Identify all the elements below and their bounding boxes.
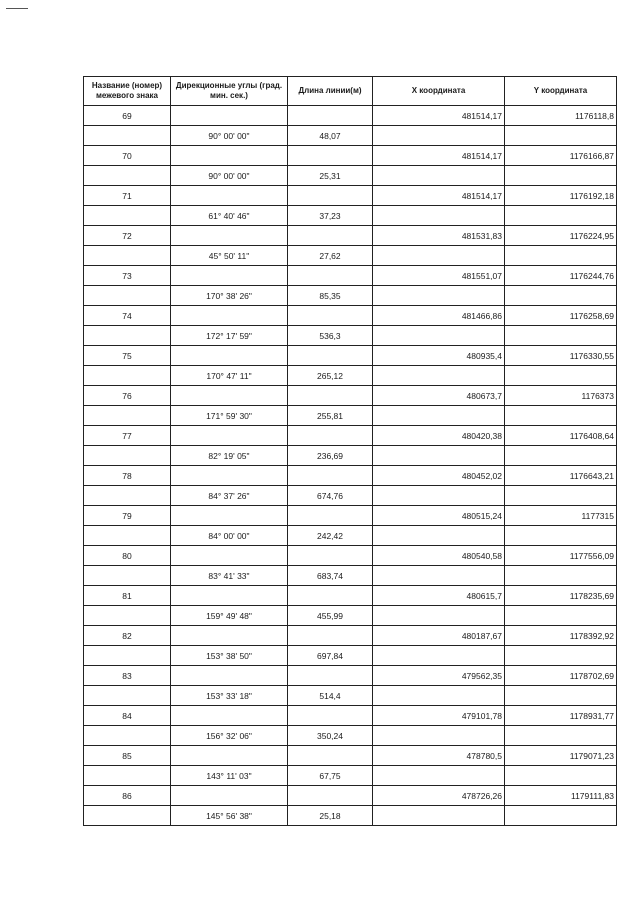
y-coordinate-cell: 1176192,18	[505, 186, 617, 206]
table-row	[84, 646, 617, 666]
marker-name-cell	[84, 406, 171, 426]
marker-name-cell	[84, 286, 171, 306]
direction-angle-cell	[171, 666, 288, 686]
y-coordinate-cell: 1178931,77	[505, 706, 617, 726]
line-length-cell	[288, 386, 373, 406]
direction-angle-cell: 83° 41' 33"	[171, 566, 288, 586]
x-coordinate-cell: 480935,4	[373, 346, 505, 366]
x-coordinate-cell	[373, 566, 505, 586]
direction-angle-cell: 170° 47' 11"	[171, 366, 288, 386]
marker-name-cell: 79	[84, 506, 171, 526]
y-coordinate-cell	[505, 646, 617, 666]
marker-name-cell	[84, 726, 171, 746]
table-row	[84, 546, 617, 566]
y-coordinate-cell	[505, 566, 617, 586]
marker-name-cell	[84, 126, 171, 146]
marker-name-cell: 75	[84, 346, 171, 366]
marker-name-cell	[84, 246, 171, 266]
x-coordinate-cell	[373, 406, 505, 426]
header-length: Длина линии(м)	[288, 77, 373, 106]
direction-angle-cell: 45° 50' 11"	[171, 246, 288, 266]
line-length-cell: 514,4	[288, 686, 373, 706]
marker-name-cell: 76	[84, 386, 171, 406]
y-coordinate-cell	[505, 526, 617, 546]
y-coordinate-cell	[505, 766, 617, 786]
marker-name-cell: 71	[84, 186, 171, 206]
line-length-cell	[288, 586, 373, 606]
x-coordinate-cell: 481466,86	[373, 306, 505, 326]
direction-angle-cell: 90° 00' 00"	[171, 166, 288, 186]
direction-angle-cell	[171, 186, 288, 206]
y-coordinate-cell: 1176244,76	[505, 266, 617, 286]
x-coordinate-cell: 478780,5	[373, 746, 505, 766]
marker-name-cell: 69	[84, 106, 171, 126]
marker-name-cell	[84, 686, 171, 706]
table-row	[84, 186, 617, 206]
table-row	[84, 526, 617, 546]
table-row	[84, 226, 617, 246]
marker-name-cell	[84, 326, 171, 346]
marker-name-cell: 74	[84, 306, 171, 326]
line-length-cell: 25,31	[288, 166, 373, 186]
direction-angle-cell: 156° 32' 06"	[171, 726, 288, 746]
table-row	[84, 706, 617, 726]
y-coordinate-cell: 1176408,64	[505, 426, 617, 446]
line-length-cell	[288, 186, 373, 206]
table-row	[84, 266, 617, 286]
y-coordinate-cell	[505, 806, 617, 826]
y-coordinate-cell	[505, 686, 617, 706]
direction-angle-cell	[171, 706, 288, 726]
line-length-cell: 536,3	[288, 326, 373, 346]
table-body	[84, 106, 617, 826]
line-length-cell	[288, 106, 373, 126]
y-coordinate-cell: 1176643,21	[505, 466, 617, 486]
direction-angle-cell: 84° 00' 00"	[171, 526, 288, 546]
direction-angle-cell	[171, 546, 288, 566]
line-length-cell	[288, 626, 373, 646]
marker-name-cell: 86	[84, 786, 171, 806]
x-coordinate-cell	[373, 686, 505, 706]
y-coordinate-cell	[505, 726, 617, 746]
x-coordinate-cell: 481514,17	[373, 186, 505, 206]
table-row	[84, 466, 617, 486]
direction-angle-cell: 159° 49' 48"	[171, 606, 288, 626]
y-coordinate-cell	[505, 206, 617, 226]
y-coordinate-cell: 1178235,69	[505, 586, 617, 606]
table-row	[84, 446, 617, 466]
y-coordinate-cell: 1179111,83	[505, 786, 617, 806]
line-length-cell: 37,23	[288, 206, 373, 226]
x-coordinate-cell	[373, 206, 505, 226]
table-row	[84, 566, 617, 586]
marker-name-cell: 72	[84, 226, 171, 246]
direction-angle-cell	[171, 586, 288, 606]
y-coordinate-cell	[505, 326, 617, 346]
line-length-cell	[288, 146, 373, 166]
table-row	[84, 486, 617, 506]
header-x: X координата	[373, 77, 505, 106]
marker-name-cell	[84, 646, 171, 666]
line-length-cell: 683,74	[288, 566, 373, 586]
x-coordinate-cell: 479562,35	[373, 666, 505, 686]
marker-name-cell	[84, 526, 171, 546]
x-coordinate-cell: 480187,67	[373, 626, 505, 646]
marker-name-cell	[84, 606, 171, 626]
x-coordinate-cell	[373, 486, 505, 506]
table-row	[84, 586, 617, 606]
y-coordinate-cell: 1176166,87	[505, 146, 617, 166]
line-length-cell: 455,99	[288, 606, 373, 626]
line-length-cell	[288, 266, 373, 286]
direction-angle-cell	[171, 386, 288, 406]
y-coordinate-cell: 1177315	[505, 506, 617, 526]
y-coordinate-cell	[505, 246, 617, 266]
x-coordinate-cell	[373, 246, 505, 266]
line-length-cell: 27,62	[288, 246, 373, 266]
table-row	[84, 506, 617, 526]
table-row	[84, 106, 617, 126]
direction-angle-cell: 145° 56' 38"	[171, 806, 288, 826]
marker-name-cell: 82	[84, 626, 171, 646]
table-row	[84, 686, 617, 706]
x-coordinate-cell: 480615,7	[373, 586, 505, 606]
line-length-cell	[288, 306, 373, 326]
direction-angle-cell: 82° 19' 05"	[171, 446, 288, 466]
table-row	[84, 346, 617, 366]
table-row	[84, 286, 617, 306]
line-length-cell: 350,24	[288, 726, 373, 746]
x-coordinate-cell	[373, 646, 505, 666]
direction-angle-cell	[171, 106, 288, 126]
line-length-cell: 25,18	[288, 806, 373, 826]
table-row	[84, 666, 617, 686]
line-length-cell: 265,12	[288, 366, 373, 386]
y-coordinate-cell: 1178702,69	[505, 666, 617, 686]
y-coordinate-cell: 1176258,69	[505, 306, 617, 326]
x-coordinate-cell: 481514,17	[373, 146, 505, 166]
direction-angle-cell	[171, 346, 288, 366]
x-coordinate-cell: 481551,07	[373, 266, 505, 286]
table-row	[84, 166, 617, 186]
marker-name-cell: 80	[84, 546, 171, 566]
table-row	[84, 366, 617, 386]
x-coordinate-cell: 481531,83	[373, 226, 505, 246]
line-length-cell	[288, 466, 373, 486]
marker-name-cell: 73	[84, 266, 171, 286]
marker-name-cell	[84, 206, 171, 226]
y-coordinate-cell	[505, 406, 617, 426]
x-coordinate-cell: 480673,7	[373, 386, 505, 406]
direction-angle-cell: 170° 38' 26"	[171, 286, 288, 306]
marker-name-cell: 77	[84, 426, 171, 446]
table-row	[84, 326, 617, 346]
y-coordinate-cell	[505, 446, 617, 466]
table-row	[84, 766, 617, 786]
line-length-cell: 236,69	[288, 446, 373, 466]
x-coordinate-cell	[373, 806, 505, 826]
line-length-cell: 48,07	[288, 126, 373, 146]
x-coordinate-cell	[373, 446, 505, 466]
marker-name-cell	[84, 566, 171, 586]
marker-name-cell: 85	[84, 746, 171, 766]
scan-mark	[6, 8, 28, 9]
x-coordinate-cell: 480452,02	[373, 466, 505, 486]
marker-name-cell: 83	[84, 666, 171, 686]
table-row	[84, 126, 617, 146]
table-row	[84, 746, 617, 766]
table-row	[84, 806, 617, 826]
line-length-cell	[288, 546, 373, 566]
marker-name-cell: 81	[84, 586, 171, 606]
x-coordinate-cell	[373, 526, 505, 546]
direction-angle-cell: 153° 38' 50"	[171, 646, 288, 666]
direction-angle-cell: 153° 33' 18"	[171, 686, 288, 706]
table-row	[84, 306, 617, 326]
line-length-cell: 674,76	[288, 486, 373, 506]
direction-angle-cell	[171, 506, 288, 526]
y-coordinate-cell: 1177556,09	[505, 546, 617, 566]
marker-name-cell	[84, 366, 171, 386]
direction-angle-cell: 143° 11' 03"	[171, 766, 288, 786]
y-coordinate-cell: 1176118,8	[505, 106, 617, 126]
line-length-cell: 67,75	[288, 766, 373, 786]
direction-angle-cell: 171° 59' 30"	[171, 406, 288, 426]
line-length-cell: 255,81	[288, 406, 373, 426]
direction-angle-cell	[171, 786, 288, 806]
direction-angle-cell	[171, 746, 288, 766]
x-coordinate-cell: 479101,78	[373, 706, 505, 726]
x-coordinate-cell	[373, 286, 505, 306]
direction-angle-cell	[171, 426, 288, 446]
line-length-cell: 85,35	[288, 286, 373, 306]
table-header-row	[84, 77, 617, 106]
direction-angle-cell	[171, 626, 288, 646]
direction-angle-cell	[171, 466, 288, 486]
y-coordinate-cell: 1179071,23	[505, 746, 617, 766]
x-coordinate-cell	[373, 366, 505, 386]
x-coordinate-cell	[373, 606, 505, 626]
direction-angle-cell: 172° 17' 59"	[171, 326, 288, 346]
line-length-cell: 697,84	[288, 646, 373, 666]
x-coordinate-cell: 480515,24	[373, 506, 505, 526]
y-coordinate-cell	[505, 366, 617, 386]
table-row	[84, 626, 617, 646]
direction-angle-cell	[171, 266, 288, 286]
table-row	[84, 786, 617, 806]
x-coordinate-cell	[373, 766, 505, 786]
line-length-cell	[288, 346, 373, 366]
table-row	[84, 606, 617, 626]
y-coordinate-cell	[505, 166, 617, 186]
line-length-cell	[288, 746, 373, 766]
table-row	[84, 406, 617, 426]
line-length-cell	[288, 506, 373, 526]
x-coordinate-cell: 478726,26	[373, 786, 505, 806]
table-row	[84, 426, 617, 446]
marker-name-cell: 84	[84, 706, 171, 726]
y-coordinate-cell: 1176330,55	[505, 346, 617, 366]
y-coordinate-cell	[505, 286, 617, 306]
direction-angle-cell: 84° 37' 26"	[171, 486, 288, 506]
table-row	[84, 146, 617, 166]
line-length-cell	[288, 666, 373, 686]
header-y: Y координата	[505, 77, 617, 106]
table-row	[84, 386, 617, 406]
direction-angle-cell	[171, 226, 288, 246]
marker-name-cell	[84, 766, 171, 786]
table-row	[84, 246, 617, 266]
marker-name-cell: 78	[84, 466, 171, 486]
y-coordinate-cell	[505, 486, 617, 506]
boundary-coordinates-table	[83, 76, 617, 826]
y-coordinate-cell: 1178392,92	[505, 626, 617, 646]
x-coordinate-cell: 480540,58	[373, 546, 505, 566]
line-length-cell	[288, 226, 373, 246]
table-row	[84, 206, 617, 226]
direction-angle-cell	[171, 306, 288, 326]
line-length-cell	[288, 786, 373, 806]
marker-name-cell	[84, 446, 171, 466]
line-length-cell	[288, 426, 373, 446]
direction-angle-cell: 90° 00' 00"	[171, 126, 288, 146]
direction-angle-cell: 61° 40' 46"	[171, 206, 288, 226]
x-coordinate-cell	[373, 326, 505, 346]
x-coordinate-cell: 480420,38	[373, 426, 505, 446]
y-coordinate-cell	[505, 606, 617, 626]
x-coordinate-cell: 481514,17	[373, 106, 505, 126]
x-coordinate-cell	[373, 126, 505, 146]
marker-name-cell: 70	[84, 146, 171, 166]
x-coordinate-cell	[373, 726, 505, 746]
marker-name-cell	[84, 486, 171, 506]
direction-angle-cell	[171, 146, 288, 166]
y-coordinate-cell: 1176373	[505, 386, 617, 406]
table-row	[84, 726, 617, 746]
line-length-cell: 242,42	[288, 526, 373, 546]
header-angle: Дирекционные углы (град. мин. сек.)	[171, 77, 288, 106]
line-length-cell	[288, 706, 373, 726]
marker-name-cell	[84, 166, 171, 186]
header-name: Название (номер) межевого знака	[84, 77, 171, 106]
y-coordinate-cell: 1176224,95	[505, 226, 617, 246]
x-coordinate-cell	[373, 166, 505, 186]
marker-name-cell	[84, 806, 171, 826]
y-coordinate-cell	[505, 126, 617, 146]
